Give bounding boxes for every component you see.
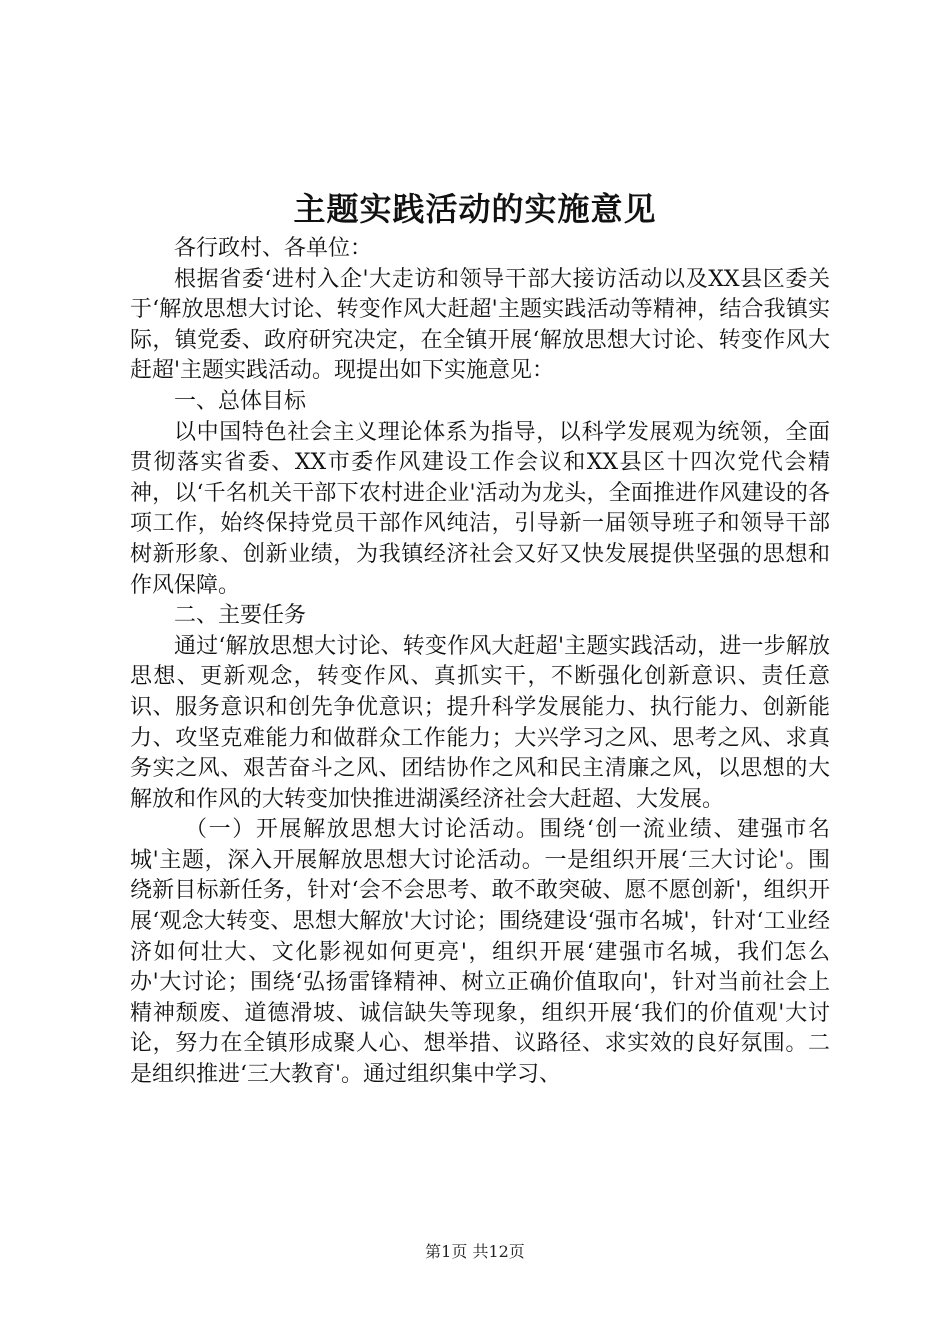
page-title: 主题实践活动的实施意见 [293, 190, 657, 228]
paragraph-goal: 以中国特色社会主义理论体系为指导，以科学发展观为统领，全面贯彻落实省委、XX市委作风建设工作会议和XX县区十四次党代会精神，以‘千名机关干部下农村进企业'活动为龙头，全面推进作风建设的各项工作，始终保持党员干部作风纯洁，引导新一届领导班子和领导干部树新形象、创新业绩，为我镇经济社会又好又快发展提供坚强的思想和作风保障。 [130, 419, 830, 598]
salutation: 各行政村、各单位： [174, 236, 373, 261]
paragraph-intro: 根据省委‘进村入企'大走访和领导干部大接访活动以及XX县区委关于‘解放思想大讨论、转变作风大赶超'主题实践活动等精神，结合我镇实际，镇党委、政府研究决定，在全镇开展‘解放思想大讨论、转变作风大赶超'主题实践活动。现提出如下实施意见： [130, 266, 830, 384]
page-number: 第1页 共12页 [425, 1242, 525, 1261]
document-body [130, 234, 830, 1194]
section-heading-tasks: 二、主要任务 [174, 603, 307, 629]
paragraph-tasks: 通过‘解放思想大讨论、转变作风大赶超'主题实践活动，进一步解放思想、更新观念，转变作风、真抓实干，不断强化创新意识、责任意识、服务意识和创先争优意识；提升科学发展能力、执行能力、创新能力、攻坚克难能力和做群众工作能力；大兴学习之风、思考之风、求真务实之风、艰苦奋斗之风、团结协作之风和民主清廉之风，以思想的大解放和作风的大转变加快推进湖溪经济社会大赶超、大发展。 [130, 633, 830, 812]
paragraph-item-1: （一）开展解放思想大讨论活动。围绕‘创一流业绩、建强市名城'主题，深入开展解放思想大讨论活动。一是组织开展‘三大讨论'。围绕新目标新任务，针对‘会不会思考、敢不敢突破、愿不愿创新'，组织开展‘观念大转变、思想大解放'大讨论；围绕建设‘强市名城'，针对‘工业经济如何壮大、文化影视如何更亮'，组织开展‘建强市名城，我们怎么办'大讨论；围绕‘弘扬雷锋精神、树立正确价值取向'，针对当前社会上精神颓废、道德滑坡、诚信缺失等现象，组织开展‘我们的价值观'大讨论，努力在全镇形成聚人心、想举措、议路径、求实效的良好氛围。二是组织推进‘三大教育'。通过组织集中学习、 [130, 817, 830, 1088]
section-heading-goal: 一、总体目标 [174, 388, 307, 414]
